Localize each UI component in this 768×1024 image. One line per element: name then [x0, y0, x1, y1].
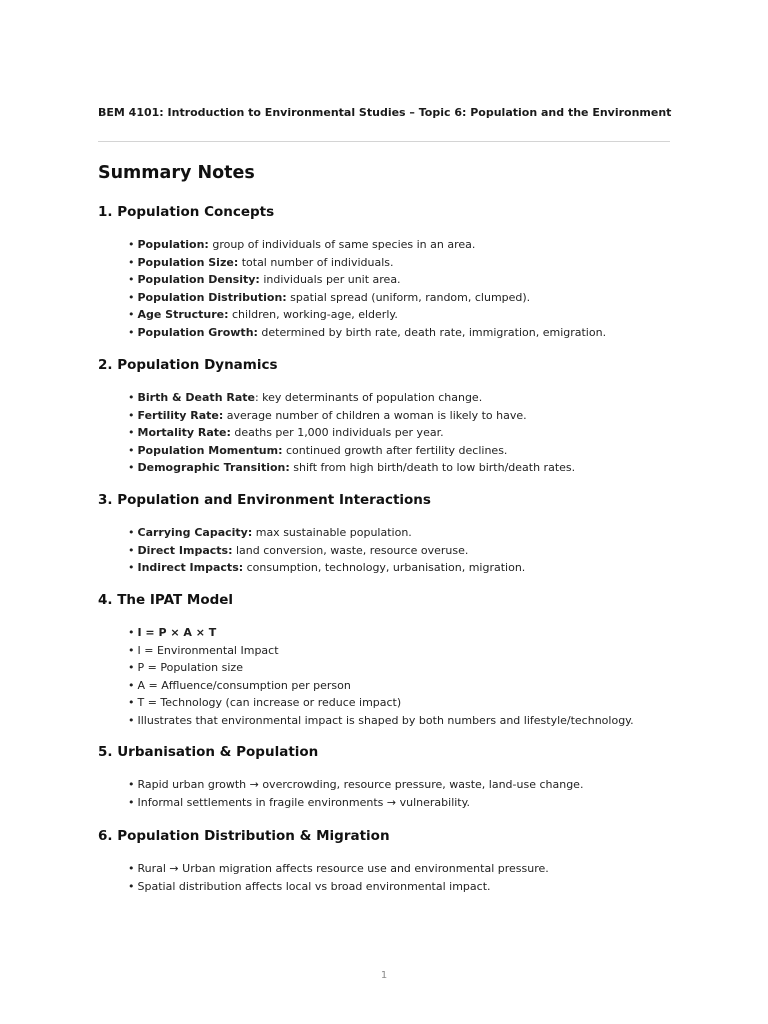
list-item: • Direct Impacts: land conversion, waste, resource overuse.	[128, 543, 469, 557]
list-item: • Rapid urban growth → overcrowding, resource pressure, waste, land-use change.	[128, 778, 584, 791]
item-text: children, working-age, elderly.	[228, 308, 398, 322]
item-text: deaths per 1,000 individuals per year.	[230, 426, 444, 440]
item-term: Population Size:	[137, 255, 239, 269]
section-heading: 1. Population Concepts	[98, 204, 275, 220]
item-text: shift from high birth/death to low birth/death rates.	[289, 461, 576, 475]
item-text: T = Technology (can increase or reduce impact)	[137, 696, 402, 710]
section-population-concepts	[98, 202, 670, 342]
item-term: Population Momentum:	[137, 443, 283, 457]
item-text: land conversion, waste, resource overuse.	[232, 543, 469, 557]
item-term: Population:	[137, 238, 209, 251]
list-item: • Population: group of individuals of same species in an area.	[128, 238, 476, 251]
item-text: Informal settlements in fragile environments → vulnerability.	[137, 795, 471, 809]
item-text: consumption, technology, urbanisation, migration.	[243, 561, 526, 575]
item-text: Rapid urban growth → overcrowding, resource pressure, waste, land-use change.	[137, 778, 584, 791]
list-item: • Mortality Rate: deaths per 1,000 individuals per year.	[128, 426, 444, 440]
list-item: • Rural → Urban migration affects resource use and environmental pressure.	[128, 862, 549, 875]
list-item: • Indirect Impacts: consumption, technology, urbanisation, migration.	[128, 561, 526, 575]
section-distribution-migration	[98, 826, 670, 895]
item-text: individuals per unit area.	[259, 273, 401, 287]
list-item: • A = Affluence/consumption per person	[128, 678, 351, 692]
item-term: Demographic Transition:	[137, 461, 290, 475]
list-item: • Spatial distribution affects local vs broad environmental impact.	[128, 879, 491, 893]
item-text: spatial spread (uniform, random, clumped).	[286, 290, 531, 304]
page-title: Summary Notes	[98, 163, 255, 183]
section-ipat-model	[98, 590, 670, 730]
list-item: • T = Technology (can increase or reduce impact)	[128, 696, 402, 710]
item-term: Mortality Rate:	[137, 426, 231, 440]
item-text: continued growth after fertility declines.	[282, 443, 508, 457]
item-term: Population Growth:	[137, 325, 258, 339]
item-term: Fertility Rate:	[137, 408, 224, 422]
item-term: Population Density:	[137, 273, 260, 287]
section-population-environment-interactions	[98, 490, 670, 577]
section-heading: 5. Urbanisation & Population	[98, 744, 319, 760]
item-text: total number of individuals.	[238, 255, 394, 269]
list-item: • Illustrates that environmental impact is shaped by both numbers and lifestyle/technology.	[128, 713, 634, 727]
item-text: : key determinants of population change.	[254, 391, 483, 404]
item-text: max sustainable population.	[252, 526, 412, 539]
item-term: Population Distribution:	[137, 290, 287, 304]
section-heading: 6. Population Distribution & Migration	[98, 828, 390, 844]
list-item: • Age Structure: children, working-age, elderly.	[128, 308, 398, 322]
item-text: P = Population size	[137, 661, 243, 675]
item-text: I = Environmental Impact	[137, 643, 279, 657]
item-text: Rural → Urban migration affects resource use and environmental pressure.	[137, 862, 549, 875]
item-text: A = Affluence/consumption per person	[137, 678, 351, 692]
item-text: Spatial distribution affects local vs broad environmental impact.	[137, 879, 491, 893]
item-text: Illustrates that environmental impact is shaped by both numbers and lifestyle/technology.	[137, 713, 634, 727]
list-item: • Population Growth: determined by birth rate, death rate, immigration, emigration.	[128, 325, 607, 339]
section-heading: 3. Population and Environment Interactions	[98, 492, 431, 508]
list-item: • Demographic Transition: shift from high birth/death to low birth/death rates.	[128, 461, 576, 475]
item-term: Direct Impacts:	[137, 543, 233, 557]
list-item: • Carrying Capacity: max sustainable population.	[128, 526, 412, 539]
item-term: Carrying Capacity:	[137, 526, 253, 539]
list-item: • I = P × A × T	[128, 626, 217, 639]
item-term: Birth & Death Rate	[137, 391, 255, 404]
list-item: • Fertility Rate: average number of children a woman is likely to have.	[128, 408, 527, 422]
item-text: average number of children a woman is likely to have.	[223, 408, 527, 422]
list-item: • I = Environmental Impact	[128, 643, 279, 657]
item-text: determined by birth rate, death rate, immigration, emigration.	[257, 325, 607, 339]
list-item: • P = Population size	[128, 661, 243, 675]
section-urbanisation	[98, 742, 670, 811]
section-heading: 2. Population Dynamics	[98, 357, 278, 373]
list-item: • Population Momentum: continued growth after fertility declines.	[128, 443, 508, 457]
header-divider	[98, 141, 670, 142]
list-item: • Informal settlements in fragile environments → vulnerability.	[128, 795, 471, 809]
list-item: • Birth & Death Rate: key determinants of population change.	[128, 391, 483, 404]
section-population-dynamics	[98, 355, 670, 477]
item-term: I = P × A × T	[137, 626, 217, 639]
list-item: • Population Distribution: spatial spread (uniform, random, clumped).	[128, 290, 531, 304]
item-text: group of individuals of same species in an area.	[208, 238, 476, 251]
section-heading: 4. The IPAT Model	[98, 592, 234, 608]
list-item: • Population Density: individuals per unit area.	[128, 273, 401, 287]
item-term: Age Structure:	[137, 308, 229, 322]
course-header: BEM 4101: Introduction to Environmental Studies – Topic 6: Population and the Environment	[98, 106, 672, 119]
page-number: 1	[380, 970, 388, 981]
list-item: • Population Size: total number of individuals.	[128, 255, 394, 269]
item-term: Indirect Impacts:	[137, 561, 244, 575]
